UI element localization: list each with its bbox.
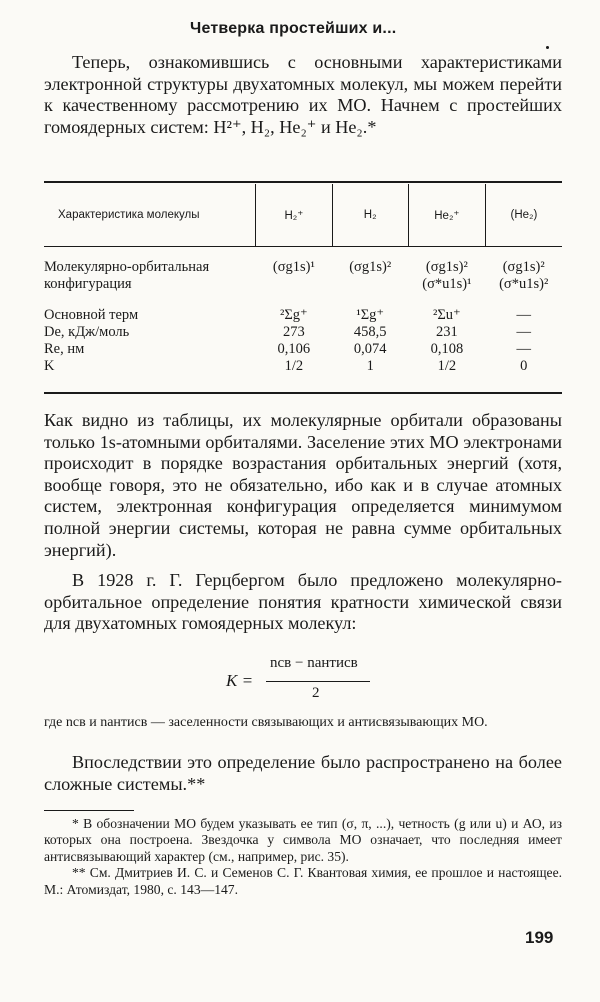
running-head: Четверка простейших и... [190, 20, 397, 37]
cell-re-h2: 0,074 [353, 341, 387, 357]
table-top-rule [44, 181, 562, 183]
row-label-k: K [44, 358, 55, 374]
footnotes [44, 816, 562, 898]
extension-paragraph: Впоследствии это определение было распространено на более сложные системы.** [44, 752, 562, 794]
formula-denominator: 2 [312, 685, 320, 701]
column-header-he2plus: He₂⁺ [408, 184, 485, 247]
table-row [44, 293, 562, 324]
table-header-label: Характеристика молекулы [58, 209, 200, 221]
bond-order-formula [226, 655, 366, 707]
cell-de-h2: 458,5 [353, 324, 387, 340]
cell-k-he2plus: 1/2 [437, 358, 457, 374]
cell-term-h2plus: ²Σg⁺ [280, 307, 308, 323]
column-header-h2: H₂ [332, 184, 408, 247]
cell-k-h2: 1 [366, 358, 374, 374]
footnote-1: * В обозначении МО будем указывать ее тип (σ, π, ...), четность (g или u) и АО, из которых она построена. Звездочка у символа МО означает, что последняя имеет антисвязывающий характер (см., например, рис. 35). [44, 816, 562, 864]
intro-paragraph: Теперь, ознакомившись с основными характеристиками электронной структуры двухатомных молекул, мы можем перейти к качественному рассмотрению их МО. Начнем с простейших гомоядерных систем: H²⁺, H₂, He₂⁺ и He₂.* [44, 52, 562, 137]
formula-numerator: nсв − nантисв [270, 655, 358, 671]
cell-k-he2: 0 [520, 358, 528, 374]
row-label-re: Re, нм [44, 341, 85, 357]
footnote-2: ** См. Дмитриев И. С. и Семенов С. Г. Квантовая химия, ее прошлое и настоящее. М.: Атомиздат, 1980, с. 143—147. [44, 865, 562, 897]
table-bottom-rule [44, 392, 562, 394]
cell-re-he2plus: 0,108 [430, 341, 464, 357]
footnote-rule [44, 810, 134, 811]
cell-k-h2plus: 1/2 [284, 358, 304, 374]
print-speck [546, 46, 549, 49]
cell-term-he2: — [516, 307, 531, 323]
fraction-bar [266, 681, 370, 682]
cell-term-he2plus: ²Σu⁺ [433, 307, 461, 323]
cell-config-h2plus: (σg1s)¹ [272, 259, 315, 275]
cell-config-h2: (σg1s)² [349, 259, 392, 275]
cell-de-he2: — [516, 324, 531, 340]
row-label-term: Основной терм [44, 307, 139, 323]
row-label-config: Молекулярно-орбитальная конфигурация [44, 259, 210, 292]
page-number: 199 [525, 928, 554, 947]
column-header-he2: (He₂) [485, 184, 562, 247]
cell-re-h2plus: 0,106 [277, 341, 311, 357]
table-row [44, 341, 562, 358]
cell-de-he2plus: 231 [436, 324, 458, 340]
explanation-paragraph: Как видно из таблицы, их молекулярные орбитали образованы только 1s-атомными орбиталями. Заселение этих МО электронами происходит в порядке возрастания орбитальных энергий (хотя, вообще говоря, это не обязательно, ибо как и в случае атомных систем, электронная конфигурация определяется минимумом полной энергии системы, которая не равна сумме орбитальных энергий). [44, 410, 562, 560]
table-row [44, 247, 562, 294]
table-row [44, 324, 562, 341]
cell-config-he2: (σg1s)² (σ*u1s)² [499, 259, 549, 292]
column-header-h2plus: H₂⁺ [256, 184, 332, 247]
cell-config-he2plus: (σg1s)² (σ*u1s)¹ [422, 259, 472, 292]
molecule-table [44, 184, 562, 375]
row-label-de: De, кДж/моль [44, 324, 130, 340]
formula-explanation: где nсв и nантисв — заселенности связывающих и антисвязывающих МО. [44, 715, 488, 730]
cell-term-h2: ¹Σg⁺ [356, 307, 385, 323]
cell-de-h2plus: 273 [282, 324, 305, 340]
table-row [44, 358, 562, 375]
cell-re-he2: — [516, 341, 531, 357]
formula-lhs: K = [226, 671, 254, 690]
herzberg-paragraph: В 1928 г. Г. Герцбергом было предложено молекулярно-орбитальное определение понятия кратности химической связи для двухатомных гомоядерных молекул: [44, 570, 562, 634]
